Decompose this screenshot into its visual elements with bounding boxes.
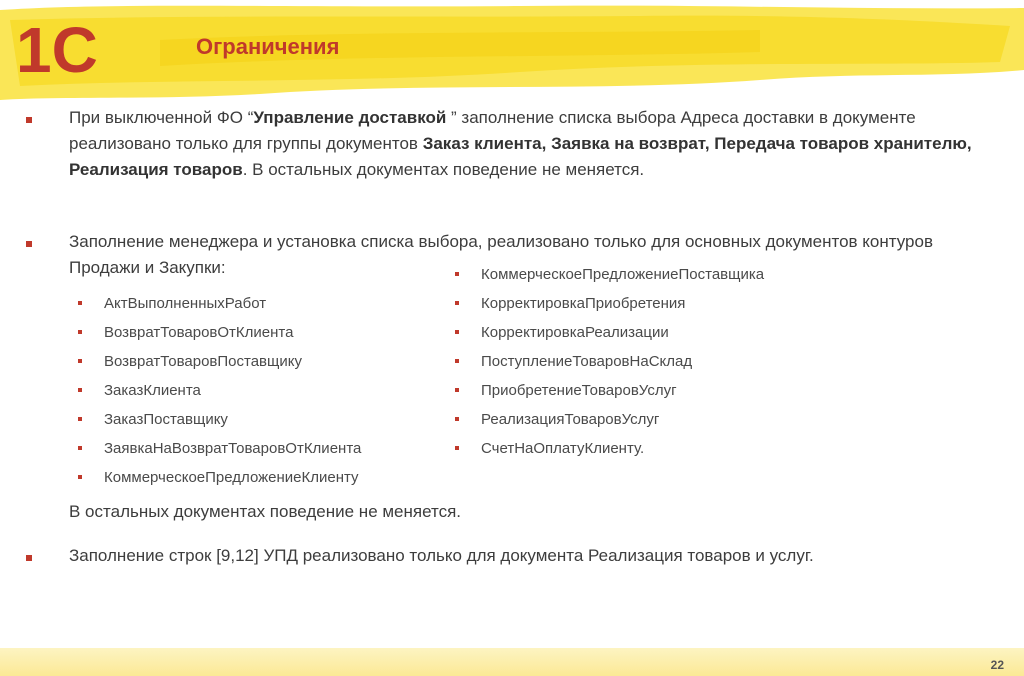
bullet-icon <box>26 241 32 247</box>
list-item-label: КоммерческоеПредложениеКлиенту <box>104 469 359 486</box>
square-bullet-icon <box>455 446 459 450</box>
list-item <box>452 405 764 434</box>
square-bullet-icon <box>78 388 82 392</box>
square-bullet-icon <box>455 359 459 363</box>
square-bullet-icon <box>78 475 82 479</box>
list-item-label: ВозвратТоваровПоставщику <box>104 353 302 370</box>
list-item-label: ПриобретениеТоваровУслуг <box>481 382 677 399</box>
square-bullet-icon <box>455 388 459 392</box>
point-1-text-b: ” заполнение списка выбора Адреса доставки в документе реализовано только для группы документов <box>69 108 916 153</box>
footer-bar <box>0 648 1024 676</box>
list-item <box>75 318 361 347</box>
documents-list-right <box>452 260 764 463</box>
bullet-icon <box>26 117 32 123</box>
list-item <box>452 260 764 289</box>
page-title: Ограничения <box>196 34 340 59</box>
1c-logo <box>14 18 126 78</box>
list-item-label: СчетНаОплатуКлиенту. <box>481 440 645 457</box>
list-item <box>75 405 361 434</box>
list-item <box>452 318 764 347</box>
point-2: Заполнение менеджера и установка списка выбора, реализовано только для основных документов контуров Продажи и Закупки: <box>69 232 933 277</box>
list-item-label: КоммерческоеПредложениеПоставщика <box>481 266 765 283</box>
point-3: Заполнение строк [9,12] УПД реализовано только для документа Реализация товаров и услуг. <box>69 546 814 565</box>
point-1-bold-a: Управление доставкой <box>253 108 447 127</box>
list-item <box>75 289 361 318</box>
point-1 <box>69 105 989 183</box>
square-bullet-icon <box>78 417 82 421</box>
list-item <box>452 434 764 463</box>
documents-list-left <box>75 289 361 492</box>
list-item <box>452 347 764 376</box>
point-2-note: В остальных документах поведение не меняется. <box>69 502 462 521</box>
list-item-label: КорректировкаРеализации <box>481 324 669 341</box>
list-item-label: ЗаявкаНаВозвратТоваровОтКлиента <box>104 440 362 457</box>
point-1-text-c: . В остальных документах поведение не меняется. <box>242 160 645 179</box>
list-item-label: ПоступлениеТоваровНаСклад <box>481 353 693 370</box>
list-item <box>452 289 764 318</box>
point-1-bold-b: Заказ клиента, Заявка на возврат, Передача товаров хранителю, Реализация товаров <box>69 134 972 179</box>
logo-text: 1С <box>16 18 98 78</box>
square-bullet-icon <box>455 417 459 421</box>
list-item <box>75 376 361 405</box>
list-item-label: РеализацияТоваровУслуг <box>481 411 660 428</box>
square-bullet-icon <box>78 446 82 450</box>
list-item-label: ВозвратТоваровОтКлиента <box>104 324 294 341</box>
list-item <box>452 376 764 405</box>
bullet-icon <box>26 555 32 561</box>
header-brush-stroke <box>0 0 1024 110</box>
square-bullet-icon <box>78 359 82 363</box>
square-bullet-icon <box>78 330 82 334</box>
point-1-text-a: При выключенной ФО “ <box>69 108 254 127</box>
square-bullet-icon <box>78 301 82 305</box>
square-bullet-icon <box>455 272 459 276</box>
square-bullet-icon <box>455 301 459 305</box>
list-item <box>75 347 361 376</box>
list-item <box>75 434 361 463</box>
list-item-label: АктВыполненныхРабот <box>104 295 267 312</box>
list-item-label: КорректировкаПриобретения <box>481 295 686 312</box>
square-bullet-icon <box>455 330 459 334</box>
page-number: 22 <box>990 658 1004 672</box>
list-item-label: ЗаказПоставщику <box>104 411 228 428</box>
list-item <box>75 463 361 492</box>
list-item-label: ЗаказКлиента <box>104 382 201 399</box>
